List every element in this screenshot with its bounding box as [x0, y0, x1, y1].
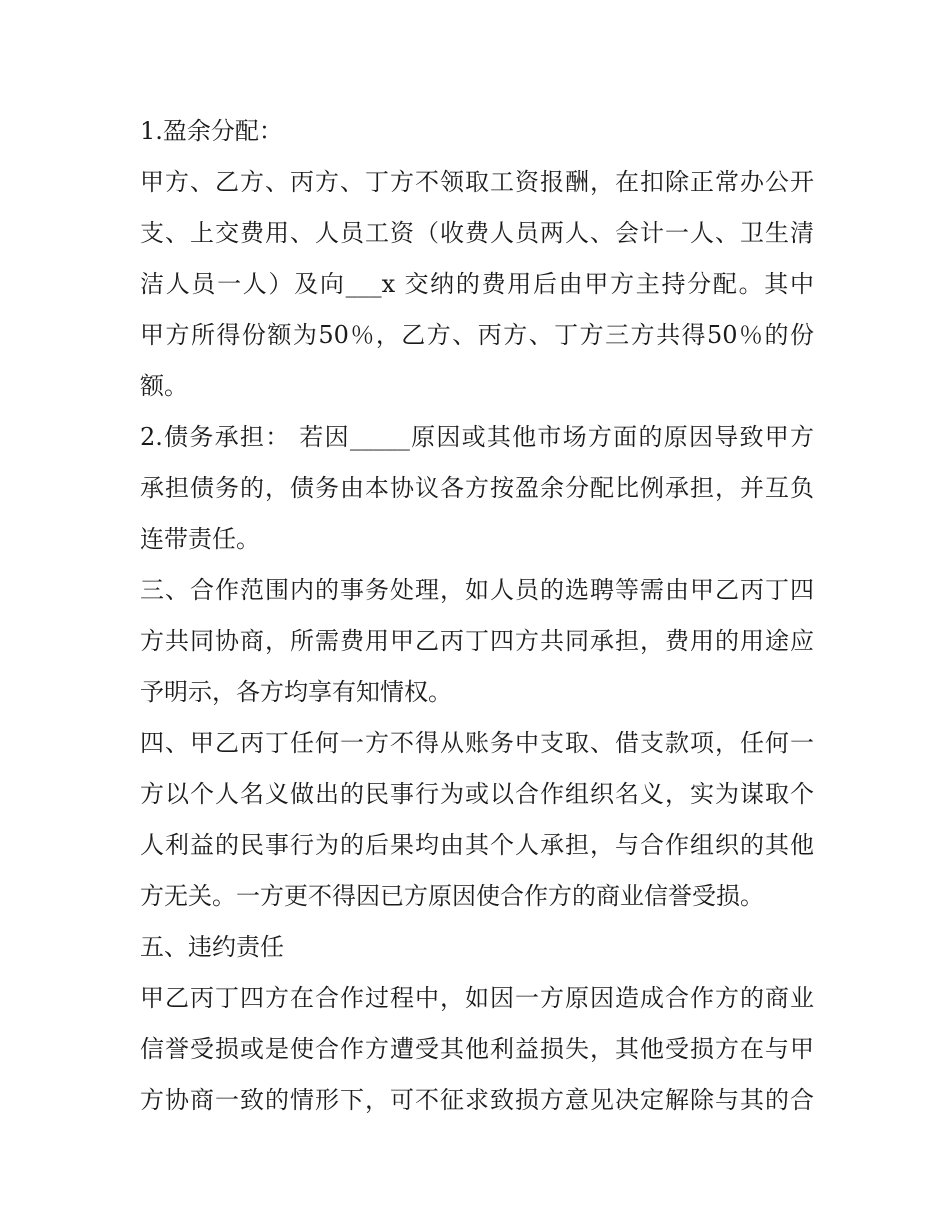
paragraph-line: 方以个人名义做出的民事行为或以合作组织名义，实为谋取个	[140, 780, 814, 808]
section-heading-profit-distribution: 1.盈余分配：	[140, 117, 283, 145]
document-body	[140, 106, 814, 1126]
paragraph-line: 连带责任。	[140, 525, 260, 553]
paragraph-line: 予明示，各方均享有知情权。	[140, 678, 452, 706]
paragraph-line: 方无关。一方更不得因已方原因使合作方的商业信誉受损。	[140, 882, 764, 910]
paragraph-line: 方共同协商，所需费用甲乙丙丁四方共同承担，费用的用途应	[140, 627, 814, 655]
paragraph-line: 方协商一致的情形下，可不征求致损方意见决定解除与其的合	[140, 1086, 814, 1114]
paragraph-line: 甲方所得份额为50％，乙方、丙方、丁方三方共得50％的份	[140, 321, 814, 349]
paragraph-line: 甲乙丙丁四方在合作过程中，如因一方原因造成合作方的商业	[140, 984, 814, 1012]
paragraph-line: 甲方、乙方、丙方、丁方不领取工资报酬，在扣除正常办公开	[140, 168, 814, 196]
section-three-line: 三、合作范围内的事务处理，如人员的选聘等需由甲乙丙丁四	[140, 576, 814, 604]
paragraph-line: 支、上交费用、人员工资（收费人员两人、会计一人、卫生清	[140, 219, 814, 247]
paragraph-line: 承担债务的，债务由本协议各方按盈余分配比例承担，并互负	[140, 474, 814, 502]
paragraph-line: 人利益的民事行为的后果均由其个人承担，与合作组织的其他	[140, 831, 814, 859]
paragraph-line: 额。	[140, 372, 188, 400]
paragraph-line: 洁人员一人）及向___x 交纳的费用后由甲方主持分配。其中	[140, 270, 814, 298]
section-heading-debt: 2.债务承担： 若因_____原因或其他市场方面的原因导致甲方	[140, 423, 814, 451]
paragraph-line: 信誉受损或是使合作方遭受其他利益损失，其他受损方在与甲	[140, 1035, 814, 1063]
section-four-line: 四、甲乙丙丁任何一方不得从账务中支取、借支款项，任何一	[140, 729, 814, 757]
section-heading-liability: 五、违约责任	[140, 933, 284, 961]
